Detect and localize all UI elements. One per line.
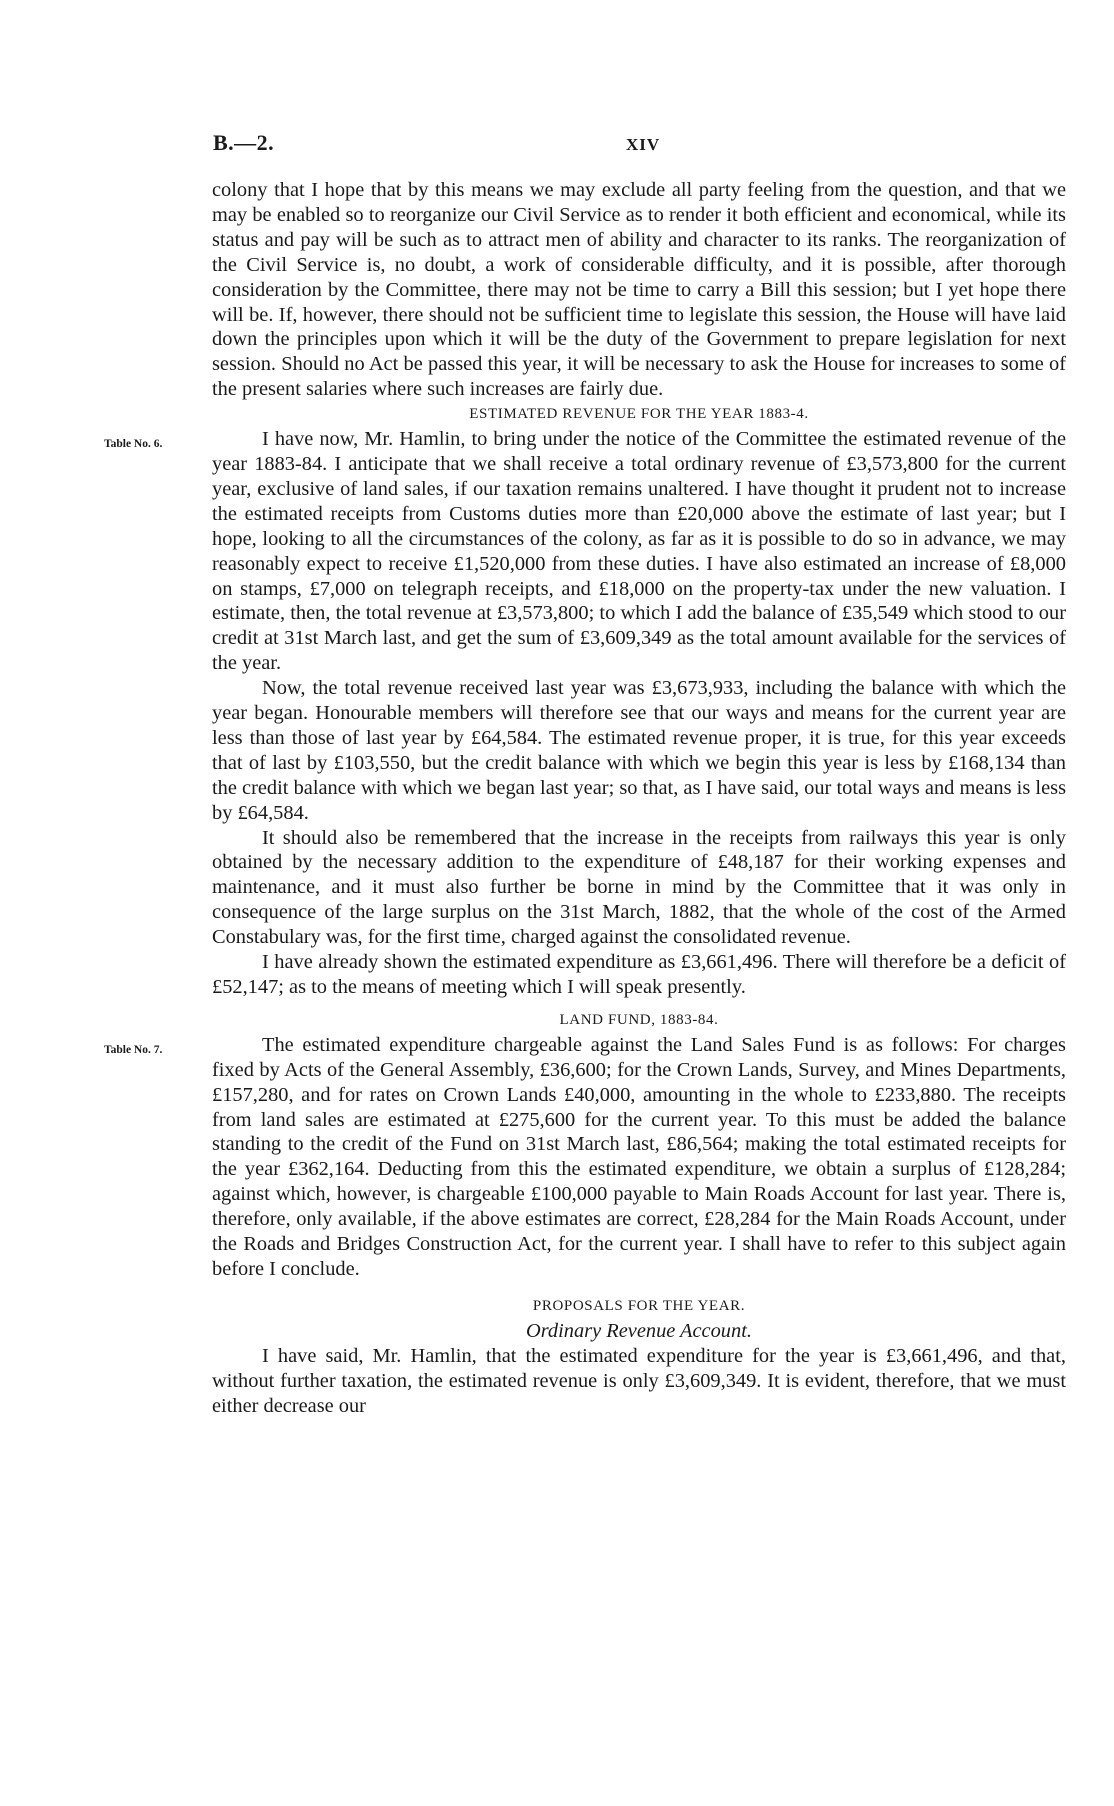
section-estimated-revenue bbox=[104, 427, 1066, 676]
paragraph-deficit: I have already shown the estimated expenditure as £3,661,496. There will therefore be a deficit of £52,147; as to the means of meeting which I will speak presently. bbox=[212, 951, 1066, 998]
heading-proposals: PROPOSALS FOR THE YEAR. bbox=[532, 1297, 746, 1314]
margin-note-table-6: Table No. 6. bbox=[104, 438, 163, 451]
paragraph-proposals: I have said, Mr. Hamlin, that the estimated expenditure for the year is £3,661,496, and that, without further taxation, the estimated revenue is only £3,609,349. It is evident, therefore, that we must either decrease our bbox=[212, 1344, 1066, 1417]
paragraph-estimated-revenue: I have now, Mr. Hamlin, to bring under the notice of the Committee the estimated revenue of the year 1883-84. I anticipate that we shall receive a total ordinary revenue of £3,573,800 for the current year, exclusive of land sales, if our taxation remains unaltered. I have thought it prudent not to increase the estimated receipts from Customs duties more than £20,000 above the estimate of last year; but I hope, looking to all the circumstances of the colony, as far as it is possible to do so in advance, we may reasonably expect to receive £1,520,000 from these duties. I have also estimated an increase of £8,000 on stamps, £7,000 on telegraph receipts, and £18,000 on the property-tax under the new valuation. I estimate, then, the total revenue at £3,573,800; to which I add the balance of £35,549 which stood to our credit at 31st March last, and get the sum of £3,609,349 as the total amount available for the services of the year. bbox=[212, 428, 1066, 675]
heading-land-fund: LAND FUND, 1883-84. bbox=[559, 1011, 719, 1028]
heading-estimated-revenue: ESTIMATED REVENUE FOR THE YEAR 1883-4. bbox=[469, 406, 809, 423]
document-reference: B.—2. bbox=[213, 130, 275, 155]
page-number: XIV bbox=[626, 135, 661, 154]
paragraph-railway-receipts: It should also be remembered that the increase in the receipts from railways this year is only obtained by the necessary addition to the expenditure of £48,187 for their working expenses and maintenance, and it must also further be borne in mind by the Committee that it was only in consequence of the large surplus on the 31st March, 1882, that the whole of the cost of the Armed Constabulary was, for the first time, charged against the consolidated revenue. bbox=[212, 826, 1066, 949]
paragraph-total-revenue-last-year: Now, the total revenue received last year was £3,673,933, including the balance with which the year began. Honourable members will therefore see that our ways and means for the current year are less than those of last year by £64,584. The estimated revenue proper, it is true, for this year exceeds that of last by £103,550, but the credit balance with which we begin this year is less by £168,134 than the credit balance with which we began last year; so that, as I have said, our total ways and means is less by £64,584. bbox=[212, 677, 1066, 824]
document-body bbox=[104, 178, 1066, 1418]
paragraph-land-fund: The estimated expenditure chargeable against the Land Sales Fund is as follows: For charges fixed by Acts of the General Assembly, £36,600; for the Crown Lands, Survey, and Mines Departments, £157,280, and for rates on Crown Lands £40,000, amounting in the whole to £233,880. The receipts from land sales are estimated at £275,600 for the current year. To this must be added the balance standing to the credit of the Fund on 31st March last, £86,564; making the total estimated receipts for the year £362,164. Deducting from this the estimated expenditure, we obtain a surplus of £128,284; against which, however, is chargeable £100,000 payable to Main Roads Account for last year. There is, therefore, only available, if the above estimates are correct, £28,284 for the Main Roads Account, under the Roads and Bridges Construction Act, for the current year. I shall have to refer to this subject again before I conclude. bbox=[212, 1033, 1066, 1280]
margin-note-table-7: Table No. 7. bbox=[104, 1043, 163, 1056]
section-land-fund bbox=[104, 1033, 1066, 1282]
paragraph-civil-service: colony that I hope that by this means we may exclude all party feeling from the question, and that we may be enabled so to reorganize our Civil Service as to render it both efficient and economical, while its status and pay will be such as to attract men of ability and character to its ranks. The reorganization of the Civil Service is, no doubt, a work of considerable difficulty, and it is possible, after thorough consideration by the Committee, there may not be time to carry a Bill this session; but I yet hope there will be. If, however, there should not be sufficient time to legislate this session, the House will have laid down the principles upon which it will be the duty of the Government to prepare legislation for next session. Should no Act be passed this year, it will be necessary to ask the House for increases to some of the present salaries where such increases are fairly due. bbox=[212, 179, 1066, 401]
subheading-ordinary-revenue: Ordinary Revenue Account. bbox=[526, 1319, 752, 1342]
